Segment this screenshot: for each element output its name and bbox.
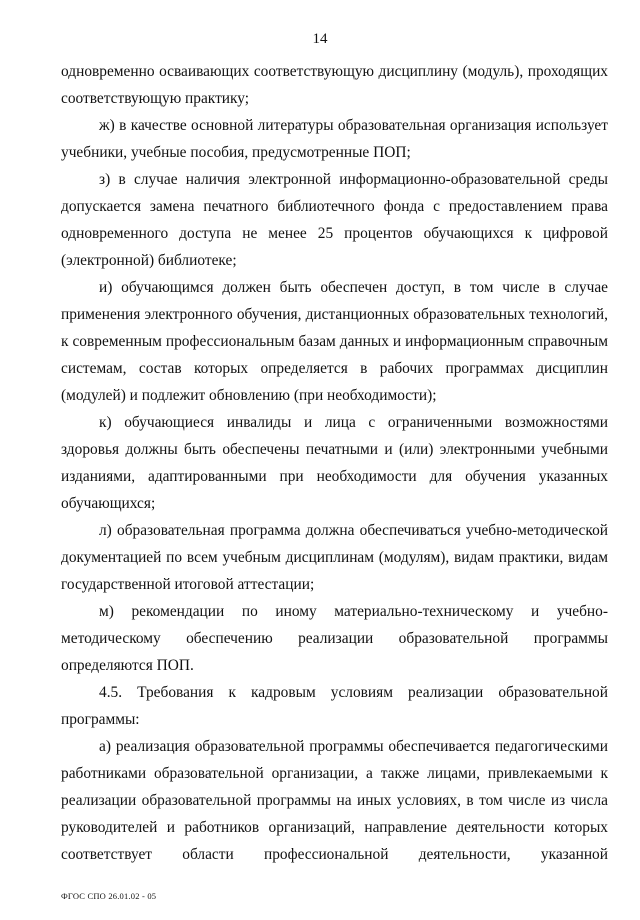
paragraph-item-m: м) рекомендации по иному материально-техническому и учебно-методическому обеспечению реализации образовательной программы определяются ПОП. xyxy=(61,603,608,674)
section-heading-4-5: 4.5. Требования к кадровым условиям реализации образовательной программы: xyxy=(61,684,608,728)
document-body xyxy=(61,58,608,868)
document-footer-code: ФГОС СПО 26.01.02 - 05 xyxy=(61,891,157,901)
paragraph-continuation: одновременно осваивающих соответствующую дисциплину (модуль), проходящих соответствующую практику; xyxy=(61,63,608,107)
paragraph-item-i: и) обучающимся должен быть обеспечен доступ, в том числе в случае применения электронного обучения, дистанционных образовательных технологий, к современным профессиональным базам данных и информационным справочным системам, состав которых определяется в рабочих программах дисциплин (модулей) и подлежит обновлению (при необходимости); xyxy=(61,279,608,404)
paragraph-item-z: з) в случае наличия электронной информационно-образовательной среды допускается замена печатного библиотечного фонда с предоставлением права одновременного доступа не менее 25 процентов обучающихся к цифровой (электронной) библиотеке; xyxy=(61,171,608,269)
paragraph-item-l: л) образовательная программа должна обеспечиваться учебно-методической документацией по всем учебным дисциплинам (модулям), видам практики, видам государственной итоговой аттестации; xyxy=(61,522,608,593)
paragraph-item-k: к) обучающиеся инвалиды и лица с ограниченными возможностями здоровья должны быть обеспечены печатными и (или) электронными учебными изданиями, адаптированными при необходимости для обучения указанных обучающихся; xyxy=(61,414,608,512)
paragraph-item-a: а) реализация образовательной программы обеспечивается педагогическими работниками образовательной организации, а также лицами, привлекаемыми к реализации образовательной программы на иных условиях, в том числе из числа руководителей и работников организаций, направление деятельности которых соответствует области профессиональной деятельности, указанной xyxy=(61,738,608,863)
page-number: 14 xyxy=(312,31,328,47)
paragraph-item-zh: ж) в качестве основной литературы образовательная организация использует учебники, учебные пособия, предусмотренные ПОП; xyxy=(61,117,608,161)
